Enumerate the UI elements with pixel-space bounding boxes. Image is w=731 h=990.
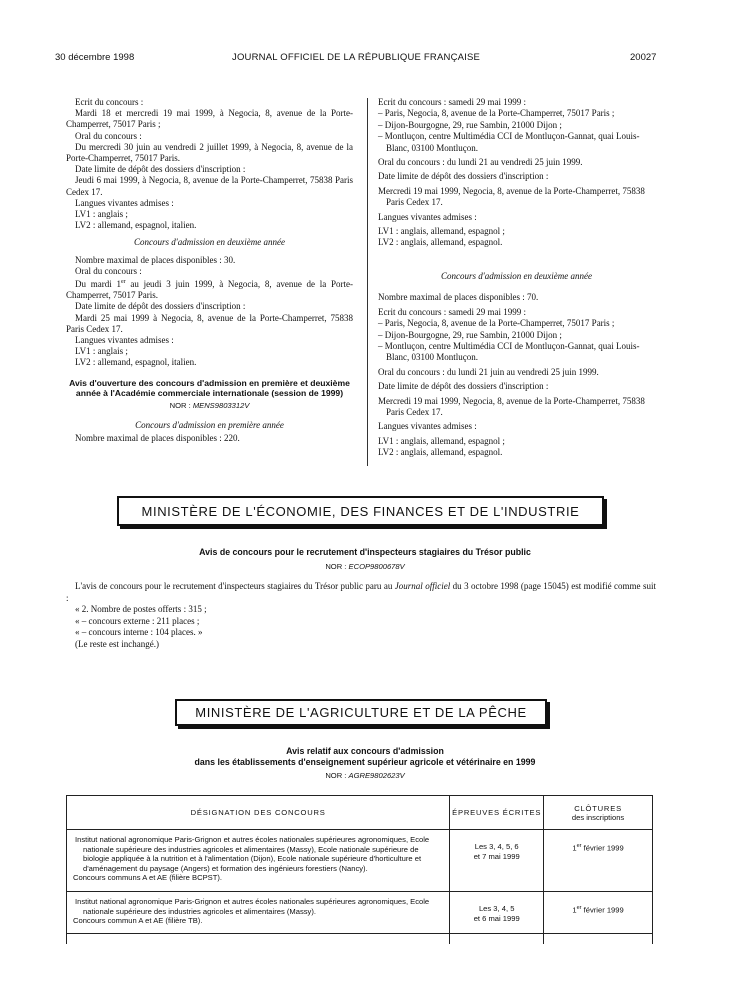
text-line: Nombre maximal de places disponibles : 70. (378, 292, 539, 303)
ministry-box-agriculture (175, 699, 547, 726)
text-line: LV2 : allemand, espagnol, italien. (75, 220, 197, 231)
text-line: LV1 : anglais ; (75, 346, 128, 357)
text-line: LV2 : allemand, espagnol, italien. (75, 357, 197, 368)
text-line: LV2 : anglais, allemand, espagnol. (378, 447, 503, 458)
right-column (378, 97, 655, 459)
table-cell-cloture: 1er février 1999 (544, 892, 653, 934)
table-cell-designation: Institut national agronomique Paris-Grignon et autres écoles nationales supérieures agronomiques, Ecole nationale supérieure des industries agricoles et alimentaires (Massy). Concours commun A et AE (filière TB). (67, 892, 450, 934)
text-line: LV2 : anglais, allemand, espagnol. (378, 237, 503, 248)
column-header-clotures: CLÔTURES des inscriptions (544, 796, 653, 830)
text-line: Langues vivantes admises : (75, 335, 174, 346)
header-page-number: 20027 (630, 52, 657, 63)
text-line: – Paris, Negocia, 8, avenue de la Porte-Champerret, 75017 Paris ; (378, 108, 615, 119)
table-header-row (67, 796, 653, 830)
text-line: « – concours interne : 104 places. » (75, 627, 203, 637)
text-line: Ecrit du concours : (75, 97, 144, 107)
text-line: Nombre maximal de places disponibles : 30. (75, 254, 236, 265)
text-line: L'avis de concours pour le recrutement d'inspecteurs stagiaires du Trésor public paru au Journal officiel du 3 octobre 1998 (page 15045) est modifié comme suit : (66, 581, 656, 603)
ministry-title: MINISTÈRE DE L'AGRICULTURE ET DE LA PÊCHE (195, 705, 527, 720)
table-row-continued (67, 934, 653, 944)
text-line: Nombre maximal de places disponibles : 220. (75, 433, 240, 444)
text-line: Mercredi 19 mai 1999, Negocia, 8, avenue de la Porte-Champerret, 75838 Paris Cedex 17. (378, 395, 645, 417)
section-heading: Concours d'admission en deuxième année (134, 237, 285, 248)
table-cell-designation: Institut national agronomique Paris-Grignon et autres écoles nationales supérieures agronomiques, Ecole nationale supérieure des industries agricoles et alimentaires (Massy), Ecole nationale supérieure de biologie appliquée à la nutrition et à l'alimentation (Dijon), Ecole nationale supérieure d'horticulture et d'aménagement du paysage (Angers) et formation des ingénieurs forestiers (Nancy). Concours communs A et AE (filière BCPST). (67, 830, 450, 892)
table-row (67, 830, 653, 892)
text-line: Jeudi 6 mai 1999, à Negocia, 8, avenue de la Porte-Champerret, 75838 Paris Cedex 17. (66, 175, 353, 197)
table-cell-epreuves: Les 3, 4, 5, 6 et 7 mai 1999 (450, 830, 544, 892)
nor-reference: NOR : MENS9803312V (169, 400, 250, 410)
left-column (66, 97, 353, 444)
text-line: Mardi 25 mai 1999 à Negocia, 8, avenue de la Porte-Champerret, 75838 Paris Cedex 17. (66, 312, 353, 334)
nor-reference: NOR : ECOP9800678V (325, 562, 405, 571)
avis-title: Avis de concours pour le recrutement d'inspecteurs stagiaires du Trésor public (199, 547, 531, 557)
text-line: Date limite de dépôt des dossiers d'inscription : (378, 171, 549, 182)
table-cell-epreuves: Les 3, 4, 5 et 6 mai 1999 (450, 892, 544, 934)
text-line: Ecrit du concours : samedi 29 mai 1999 : (378, 97, 526, 107)
text-line: Du mercredi 30 juin au vendredi 2 juillet 1999, à Negocia, 8, avenue de la Porte-Champerret, 75017 Paris. (66, 141, 353, 164)
text-line: Date limite de dépôt des dossiers d'inscription : (75, 164, 246, 175)
table-cell-cloture: 1er février 1999 (544, 830, 653, 892)
text-line: – Dijon-Bourgogne, 29, rue Sambin, 21000 Dijon ; (378, 119, 562, 130)
avis-title: Avis d'ouverture des concours d'admission en première et deuxième année à l'Académie commerciale internationale (session de 1999) (69, 377, 350, 398)
text-line: LV1 : anglais ; (75, 209, 128, 220)
ministry1-body (66, 581, 656, 650)
text-line: Langues vivantes admises : (378, 211, 477, 222)
column-divider (367, 98, 368, 466)
text-line: Date limite de dépôt des dossiers d'inscription : (378, 381, 549, 392)
text-line: Oral du concours : (75, 130, 142, 141)
text-line: « – concours externe : 211 places ; (75, 615, 200, 626)
text-line: Oral du concours : du lundi 21 au vendredi 25 juin 1999. (378, 157, 583, 168)
table-cell-empty (544, 934, 653, 944)
table-cell-empty (67, 934, 450, 944)
text-line: Du mardi 1er au jeudi 3 juin 1999, à Negocia, 8, avenue de la Porte-Champerret, 75017 Paris. (66, 279, 353, 301)
text-line: Date limite de dépôt des dossiers d'inscription : (75, 301, 246, 312)
text-line: – Paris, Negocia, 8, avenue de la Porte-Champerret, 75017 Paris ; (378, 318, 615, 329)
text-line: Oral du concours : du lundi 21 juin au vendredi 25 juin 1999. (378, 366, 599, 377)
avis-title-line1: Avis relatif aux concours d'admission (286, 746, 444, 756)
column-header-epreuves: ÉPREUVES ÉCRITES (450, 796, 544, 830)
text-line: – Montluçon, centre Multimédia CCI de Montluçon-Gannat, quai Louis-Blanc, 03100 Montluçon. (378, 340, 640, 363)
text-line: LV1 : anglais, allemand, espagnol ; (378, 226, 505, 237)
text-line: Mercredi 19 mai 1999, Negocia, 8, avenue de la Porte-Champerret, 75838 Paris Cedex 17. (378, 185, 645, 208)
text-line: LV1 : anglais, allemand, espagnol ; (378, 435, 505, 446)
section-heading: Concours d'admission en première année (135, 419, 284, 430)
text-line: – Montluçon, centre Multimédia CCI de Montluçon-Gannat, quai Louis-Blanc, 03100 Montluçon. (378, 131, 640, 153)
table-cell-empty (450, 934, 544, 944)
section-heading: Concours d'admission en deuxième année (441, 270, 592, 281)
text-line: Langues vivantes admises : (75, 197, 174, 208)
text-line: (Le reste est inchangé.) (75, 638, 159, 649)
text-line: Ecrit du concours : samedi 29 mai 1999 : (378, 306, 526, 317)
text-line: « 2. Nombre de postes offerts : 315 ; (75, 604, 207, 614)
table-row (67, 892, 653, 934)
header-journal-title: JOURNAL OFFICIEL DE LA RÉPUBLIQUE FRANÇAISE (232, 52, 481, 63)
text-line: – Dijon-Bourgogne, 29, rue Sambin, 21000 Dijon ; (378, 329, 562, 340)
text-line: Langues vivantes admises : (378, 421, 477, 432)
column-header-designation: DÉSIGNATION DES CONCOURS (67, 796, 450, 830)
text-line: Oral du concours : (75, 265, 142, 276)
header-date: 30 décembre 1998 (55, 52, 135, 63)
text-line: Mardi 18 et mercredi 19 mai 1999, à Negocia, 8, avenue de la Porte-Champerret, 75017 Paris ; (66, 108, 353, 130)
ministry-box-economie (117, 496, 604, 526)
nor-reference: NOR : AGRE9802623V (325, 771, 405, 780)
avis-title-line2: dans les établissements d'enseignement supérieur agricole et vétérinaire en 1999 (194, 757, 536, 767)
concours-table (66, 795, 653, 944)
ministry-title: MINISTÈRE DE L'ÉCONOMIE, DES FINANCES ET DE L'INDUSTRIE (141, 503, 580, 519)
